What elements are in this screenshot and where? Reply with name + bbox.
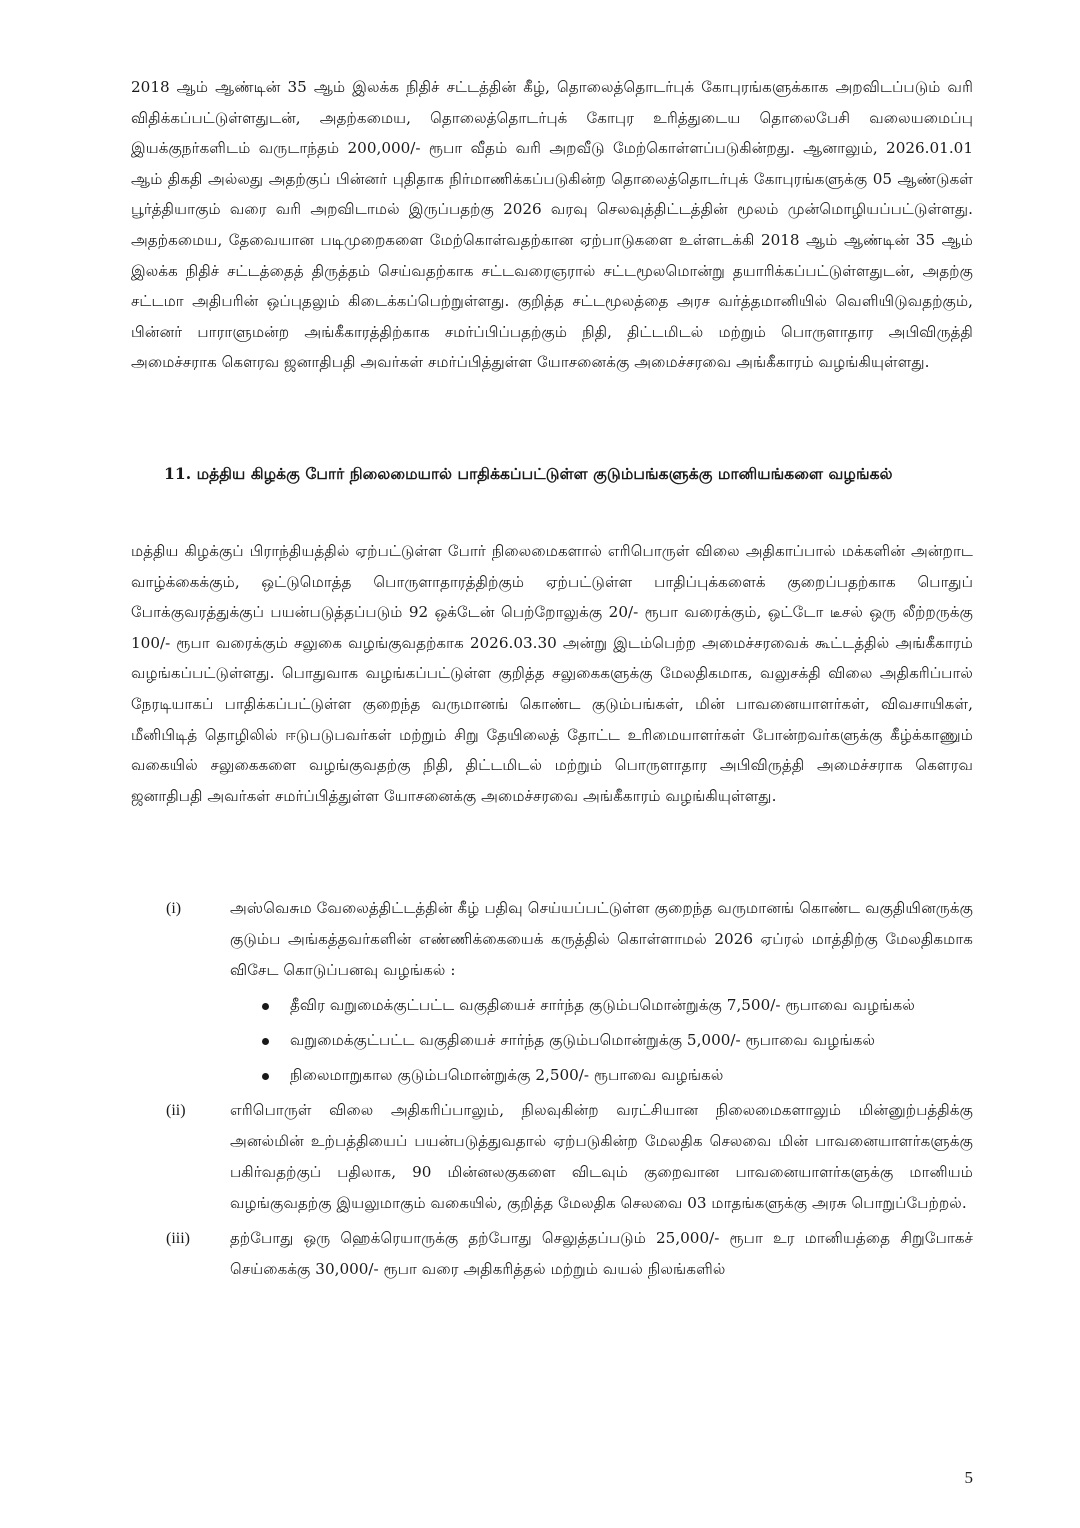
bullet-dot-icon bbox=[262, 1073, 269, 1080]
bullet-item bbox=[230, 990, 973, 1021]
intro-paragraph: 2018 ஆம் ஆண்டின் 35 ஆம் இலக்க நிதிச் சட்டத்தின் கீழ், தொலைத்தொடர்புக் கோபுரங்களுக்காக அறவிடப்படும் வரி விதிக்கப்பட்டுள்ளதுடன், அதற்கமைய, தொலைத்தொடர்புக் கோபுர உரித்துடைய தொலைபேசி வலையமைப்பு இயக்குநர்களிடம் வருடாந்தம் 200,000/- ரூபா வீதம் வரி அறவீடு மேற்கொள்ளப்படுகின்றது. ஆனாலும், 2026.01.01 ஆம் திகதி அல்லது அதற்குப் பின்னர் புதிதாக நிர்மாணிக்கப்படுகின்ற தொலைத்தொடர்புக் கோபுரங்களுக்கு 05 ஆண்டுகள் பூர்த்தியாகும் வரை வரி அறவிடாமல் இருப்பதற்கு 2026 வரவு செலவுத்திட்டத்தின் மூலம் முன்மொழியப்பட்டுள்ளது. அதற்கமைய, தேவையான படிமுறைகளை மேற்கொள்வதற்கான ஏற்பாடுகளை உள்ளடக்கி 2018 ஆம் ஆண்டின் 35 ஆம் இலக்க நிதிச் சட்டத்தைத் திருத்தம் செய்வதற்காக சட்டவரைஞரால் சட்டமூலமொன்று தயாரிக்கப்பட்டுள்ளதுடன், அதற்கு சட்டமா அதிபரின் ஒப்புதலும் கிடைக்கப்பெற்றுள்ளது. குறித்த சட்டமூலத்தை அரச வர்த்தமானியில் வெளியிடுவதற்கும், பின்னர் பாராளுமன்ற அங்கீகாரத்திற்காக சமர்ப்பிப்பதற்கும் நிதி, திட்டமிடல் மற்றும் பொருளாதார அபிவிருத்தி அமைச்சராக கௌரவ ஜனாதிபதி அவர்கள் சமர்ப்பித்துள்ள யோசனைக்கு அமைச்சரவை அங்கீகாரம் வழங்கியுள்ளது. bbox=[131, 78, 973, 372]
list-item-marker: (i) bbox=[166, 900, 182, 917]
list-item-ii bbox=[160, 1095, 973, 1219]
list-item-marker: (ii) bbox=[166, 1102, 186, 1119]
section-heading bbox=[164, 458, 974, 489]
bullet-text: வறுமைக்குட்பட்ட வகுதியைச் சார்ந்த குடும்பமொன்றுக்கு 5,000/- ரூபாவை வழங்கல் bbox=[290, 1031, 876, 1049]
bullet-item bbox=[230, 1025, 973, 1056]
bullet-dot-icon bbox=[262, 1003, 269, 1010]
list-item-marker: (iii) bbox=[166, 1230, 190, 1247]
list-item-text: தற்போது ஒரு ஹெக்ரெயாருக்கு தற்போது செலுத்தப்படும் 25,000/- ரூபா உர மானியத்தை சிறுபோகச் செய்கைக்கு 30,000/- ரூபா வரை அதிகரித்தல் மற்றும் வயல் நிலங்களில் bbox=[230, 1229, 973, 1278]
list-item-text: எரிபொருள் விலை அதிகரிப்பாலும், நிலவுகின்ற வரட்சியான நிலைமைகளாலும் மின்னுற்பத்திக்கு அனல்மின் உற்பத்தியைப் பயன்படுத்துவதால் ஏற்படுகின்ற மேலதிக செலவை மின் பாவனையாளர்களுக்கு பகிர்வதற்குப் பதிலாக, 90 மின்னலகுகளை விடவும் குறைவான பாவனையாளர்களுக்கு மானியம் வழங்குவதற்கு இயலுமாகும் வகையில், குறித்த மேலதிக செலவை 03 மாதங்களுக்கு அரசு பொறுப்பேற்றல். bbox=[230, 1101, 973, 1212]
bullet-text: நிலைமாறுகால குடும்பமொன்றுக்கு 2,500/- ரூபாவை வழங்கல் bbox=[290, 1066, 724, 1084]
list-item-i bbox=[160, 893, 973, 1091]
section-number: 11. bbox=[164, 464, 192, 483]
page-number: 5 bbox=[964, 1468, 973, 1487]
section-paragraph: மத்திய கிழக்குப் பிராந்தியத்தில் ஏற்பட்டுள்ள போர் நிலைமைகளால் எரிபொருள் விலை அதிகாப்பால் மக்களின் அன்றாட வாழ்க்கைக்கும், ஒட்டுமொத்த பொருளாதாரத்திற்கும் ஏற்பட்டுள்ள பாதிப்புக்களைக் குறைப்பதற்காக பொதுப் போக்குவரத்துக்குப் பயன்படுத்தப்படும் 92 ஒக்டேன் பெற்றோலுக்கு 20/- ரூபா வரைக்கும், ஒட்டோ டீசல் ஒரு லீற்றருக்கு 100/- ரூபா வரைக்கும் சலுகை வழங்குவதற்காக 2026.03.30 அன்று இடம்பெற்ற அமைச்சரவைக் கூட்டத்தில் அங்கீகாரம் வழங்கப்பட்டுள்ளது. பொதுவாக வழங்கப்பட்டுள்ள குறித்த சலுகைகளுக்கு மேலதிகமாக, வலுசக்தி விலை அதிகரிப்பால் நேரடியாகப் பாதிக்கப்பட்டுள்ள குறைந்த வருமானங் கொண்ட குடும்பங்கள், மின் பாவனையாளர்கள், விவசாயிகள், மீனிபிடித் தொழிலில் ஈடுபடுபவர்கள் மற்றும் சிறு தேயிலைத் தோட்ட உரிமையாளர்கள் போன்றவர்களுக்கு கீழ்க்காணும் வகையில் சலுகைகளை வழங்குவதற்கு நிதி, திட்டமிடல் மற்றும் பொருளாதார அபிவிருத்தி அமைச்சராக கௌரவ ஜனாதிபதி அவர்கள் சமர்ப்பித்துள்ள யோசனைக்கு அமைச்சரவை அங்கீகாரம் வழங்கியுள்ளது. bbox=[131, 542, 973, 805]
bullet-text: தீவிர வறுமைக்குட்பட்ட வகுதியைச் சார்ந்த குடும்பமொன்றுக்கு 7,500/- ரூபாவை வழங்கல் bbox=[290, 996, 915, 1014]
section-title: மத்திய கிழக்கு போர் நிலைமையால் பாதிக்கப்பட்டுள்ள குடும்பங்களுக்கு மானியங்களை வழங்கல் bbox=[196, 464, 893, 483]
numbered-list bbox=[160, 893, 973, 1285]
list-item-text: அஸ்வெசும வேலைத்திட்டத்தின் கீழ் பதிவு செய்யப்பட்டுள்ள குறைந்த வருமானங் கொண்ட வகுதியினருக்கு குடும்ப அங்கத்தவர்களின் எண்ணிக்கையைக் கருத்தில் கொள்ளாமல் 2026 ஏப்ரல் மாத்திற்கு மேலதிகமாக விசேட கொடுப்பனவு வழங்கல் : bbox=[230, 899, 973, 979]
list-item-iii bbox=[160, 1223, 973, 1285]
bullet-list bbox=[230, 990, 973, 1091]
bullet-item bbox=[230, 1060, 973, 1091]
bullet-dot-icon bbox=[262, 1038, 269, 1045]
